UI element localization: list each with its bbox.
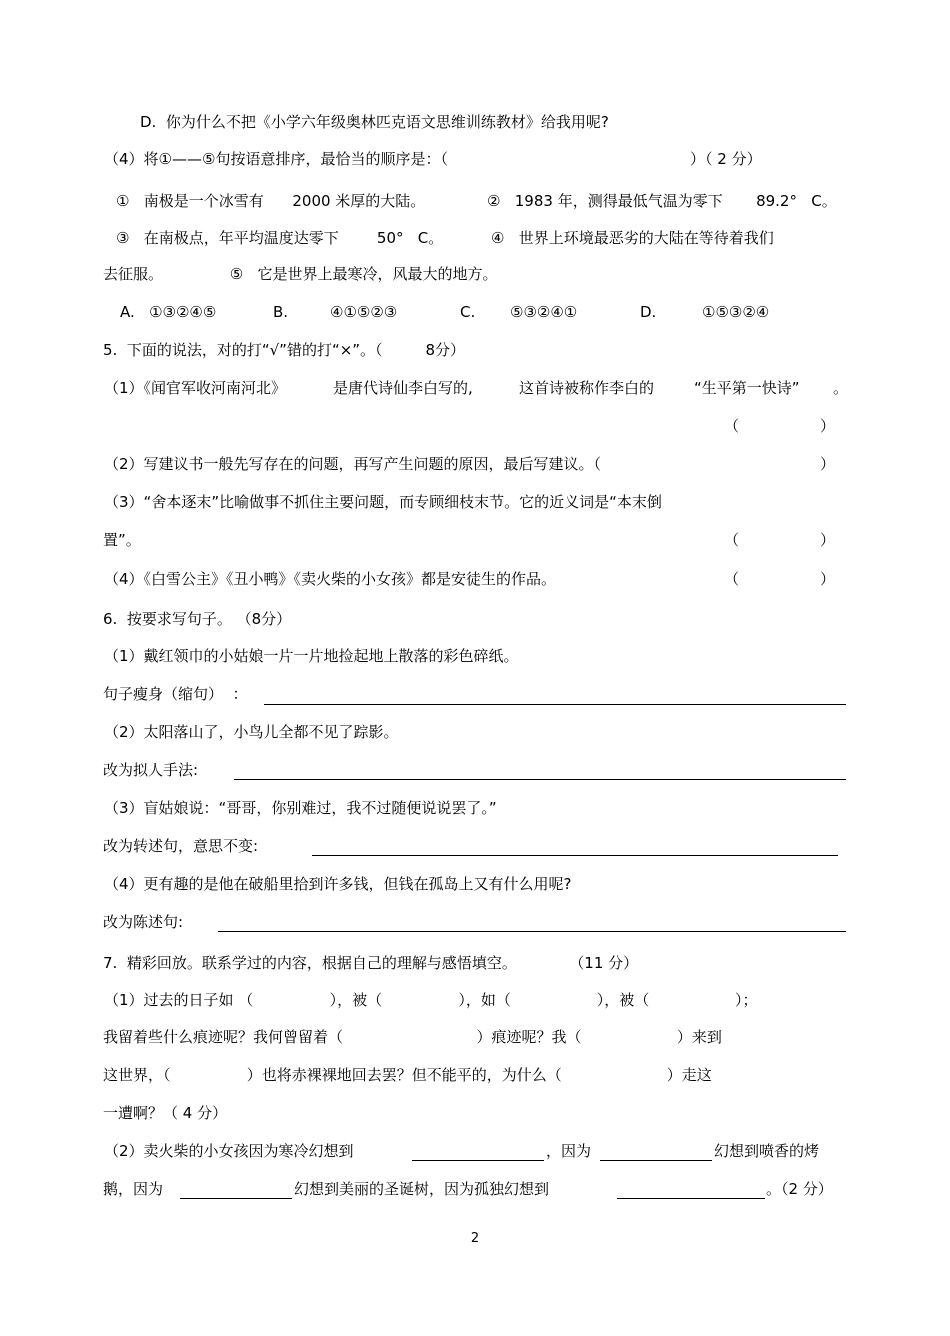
sentence-3: ③ 在南极点，年平均温度达零下 50° C。: [116, 229, 444, 247]
q7-2-line-1-b: ，因为: [546, 1142, 592, 1160]
choice-a: A. ①③②④⑤: [120, 303, 217, 321]
q6-1-answer-line[interactable]: [264, 704, 846, 705]
choice-c-label: C.: [460, 303, 476, 321]
choice-d: ①⑤③②④: [702, 303, 770, 321]
q7-1-line-1: （1）过去的日子如 （ ），被（ ），如（ ），被（ ）；: [104, 991, 758, 1009]
q6-1: （1）戴红领巾的小姑娘一片一片地捡起地上散落的彩色碎纸。: [104, 647, 519, 665]
sentence-4: ④ 世界上环境最恶劣的大陆在等待着我们: [491, 229, 774, 247]
q6-3-prompt: 改为转述句，意思不变:: [103, 837, 259, 855]
question-4-4: （4）将①——⑤句按语意排序，最恰当的顺序是：（: [104, 150, 448, 168]
option-d: D. 你为什么不把《小学六年级奥林匹克语文思维训练教材》给我用呢?: [140, 113, 609, 131]
q7-2-line-2-a: 鹅，因为: [103, 1180, 164, 1198]
q5-4-paren-close: ）: [820, 570, 836, 588]
q6-3: （3）盲姑娘说：“哥哥，你别难过，我不过随便说说罢了。”: [104, 799, 497, 817]
q7-1-line-3: 这世界，（ ）也将赤裸裸地回去罢？但不能平的，为什么（ ）走这: [103, 1066, 712, 1084]
choice-b-label: B.: [273, 303, 289, 321]
q7-1-line-2: 我留着些什么痕迹呢？我何曾留着（ ）痕迹呢？我（ ）来到: [103, 1028, 722, 1046]
q6-2-prompt: 改为拟人手法:: [103, 761, 199, 779]
q7-2-blank-3[interactable]: [180, 1198, 292, 1199]
q7-1-line-4: 一遭啊？（ 4 分）: [103, 1104, 228, 1122]
q5-3-paren-close: ）: [820, 531, 836, 549]
page-number: 2: [470, 1231, 480, 1246]
q5-1-paren-close: ）: [820, 417, 836, 435]
q7-2-blank-1[interactable]: [412, 1160, 544, 1161]
q5-3-line-1: （3）“舍本逐末”比喻做事不抓住主要问题，而专顾细枝末节。它的近义词是“本末倒: [104, 493, 662, 511]
question-7-heading: 7. 精彩回放。联系学过的内容，根据自己的理解与感悟填空。 （11 分）: [103, 954, 639, 972]
q5-3-line-2: 置”。: [103, 531, 141, 549]
sentence-5: 去征服。 ⑤ 它是世界上最寒冷，风最大的地方。: [103, 265, 498, 283]
q7-2-line-2-b: 幻想到美丽的圣诞树，因为孤独幻想到: [294, 1180, 550, 1198]
q5-4-paren-open: （: [724, 570, 740, 588]
question-6-heading: 6. 按要求写句子。 （8分）: [103, 610, 292, 628]
q5-4: （4）《白雪公主》《丑小鸭》《卖火柴的小女孩》都是安徒生的作品。: [104, 570, 557, 588]
q5-1-part-a: （1）《闻官军收河南河北》: [104, 379, 287, 397]
question-5-heading: 5. 下面的说法，对的打“√”错的打“×”。（ 8分）: [103, 341, 466, 359]
q5-1-paren-open: （: [724, 417, 740, 435]
q7-2-blank-2[interactable]: [600, 1160, 712, 1161]
q5-1-part-b: 是唐代诗仙李白写的,: [333, 379, 473, 397]
q6-4-answer-line[interactable]: [218, 931, 846, 932]
q5-1-part-c: 这首诗被称作李白的: [519, 379, 655, 397]
q6-1-prompt: 句子瘦身（缩句） ：: [103, 685, 248, 703]
choice-b: ④①⑤②③: [330, 303, 398, 321]
q5-2-paren-close: ）: [820, 455, 836, 473]
q5-1-part-d: “生平第一快诗”: [694, 379, 800, 397]
q7-2-blank-4[interactable]: [617, 1198, 765, 1199]
sentence-2: ② 1983 年，测得最低气温为零下 89.2° C。: [487, 192, 837, 210]
sentence-1: ① 南极是一个冰雪有 2000 米厚的大陆。: [116, 192, 426, 210]
question-4-4-blank-close: ）（ 2 分）: [690, 150, 762, 168]
q6-2-answer-line[interactable]: [234, 779, 846, 780]
q7-2-line-1-a: （2）卖火柴的小女孩因为寒冷幻想到: [104, 1142, 354, 1160]
choice-d-label: D.: [640, 303, 657, 321]
q6-3-answer-line[interactable]: [312, 855, 838, 856]
q6-2: （2）太阳落山了，小鸟儿全都不见了踪影。: [104, 723, 399, 741]
q6-4: （4）更有趣的是他在破船里拾到许多钱，但钱在孤岛上又有什么用呢?: [104, 875, 572, 893]
q6-4-prompt: 改为陈述句:: [103, 913, 184, 931]
q7-2-line-2-c: 。（2 分）: [766, 1180, 833, 1198]
q7-2-line-1-c: 幻想到喷香的烤: [714, 1142, 820, 1160]
q5-1-part-e: 。: [833, 379, 849, 397]
choice-c: ⑤③②④①: [510, 303, 578, 321]
q5-3-paren-open: （: [724, 531, 740, 549]
q5-2: （2）写建议书一般先写存在的问题，再写产生问题的原因，最后写建议。（: [104, 455, 602, 473]
